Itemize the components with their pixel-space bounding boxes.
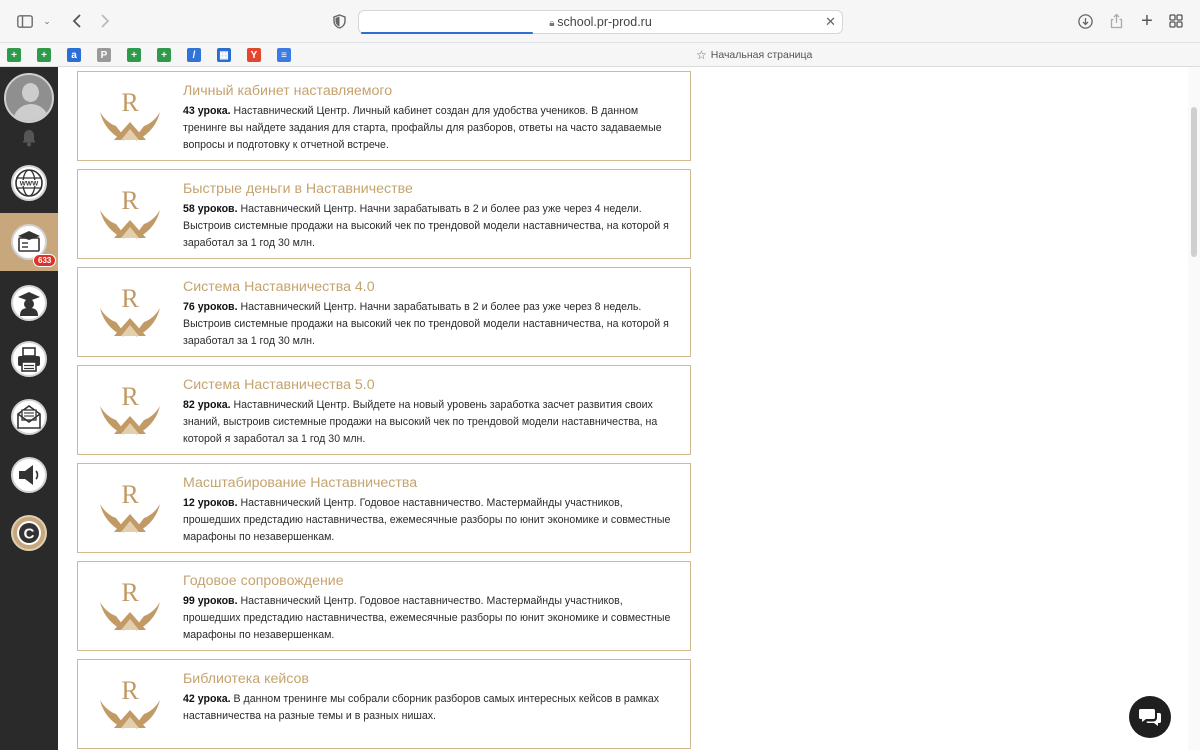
notification-count-badge: 633 <box>33 254 56 267</box>
bell-icon <box>21 129 37 147</box>
docs-favicon[interactable]: ≡ <box>277 48 291 62</box>
svg-text:R: R <box>121 186 139 215</box>
www-globe-icon <box>11 165 47 201</box>
course-description-text: Наставнический Центр. Годовое наставничество. Мастермайнды участников, прошедших предстадию наставничества, ежемесячные разборы по юнит экономике и совместные марафоны по незавершенкам. <box>183 595 671 641</box>
lesson-count: 12 уроков. <box>183 497 238 509</box>
p-favicon[interactable]: P <box>97 48 111 62</box>
avatar[interactable] <box>0 71 58 125</box>
favorites-bar <box>0 43 1200 67</box>
lock-icon: 🔒︎ <box>549 18 558 29</box>
back-icon[interactable] <box>68 10 86 32</box>
course-title[interactable]: Масштабирование Наставничества <box>183 475 418 491</box>
lesson-count: 76 уроков. <box>183 301 238 313</box>
address-bar[interactable] <box>358 10 843 34</box>
course-card[interactable] <box>77 71 691 161</box>
course-description <box>183 201 678 252</box>
y-favicon[interactable]: Y <box>247 48 261 62</box>
chevron-down-icon[interactable]: ⌄ <box>43 15 51 26</box>
sheets-favicon-3[interactable]: + <box>127 48 141 62</box>
course-card[interactable] <box>77 365 691 455</box>
course-description <box>183 593 678 644</box>
course-card[interactable] <box>77 463 691 553</box>
url-text: school.pr-prod.ru <box>557 15 652 29</box>
tab-overview-icon[interactable] <box>1167 10 1185 32</box>
sidebar-item-documents[interactable] <box>0 335 58 383</box>
svg-text:R: R <box>121 578 139 607</box>
sheets-favicon-4[interactable]: + <box>157 48 171 62</box>
course-title[interactable]: Система Наставничества 5.0 <box>183 377 375 393</box>
scrollbar-thumb[interactable] <box>1191 107 1197 257</box>
forward-icon[interactable] <box>96 10 114 32</box>
avatar-icon <box>4 73 54 123</box>
slash-favicon[interactable]: / <box>187 48 201 62</box>
sidebar-item-website[interactable] <box>0 159 58 207</box>
course-logo-icon <box>96 84 164 148</box>
copyright-icon <box>11 515 47 551</box>
share-icon[interactable] <box>1107 10 1125 32</box>
page-load-progress <box>361 32 533 34</box>
star-icon: ☆ <box>696 48 707 62</box>
course-description <box>183 691 678 725</box>
lesson-count: 82 урока. <box>183 399 231 411</box>
lesson-count: 58 уроков. <box>183 203 238 215</box>
course-title[interactable]: Личный кабинет наставляемого <box>183 83 393 99</box>
svg-text:R: R <box>121 284 139 313</box>
course-card[interactable] <box>77 659 691 749</box>
notifications-button[interactable] <box>0 127 58 149</box>
sidebar-item-announcements[interactable] <box>0 451 58 499</box>
course-title[interactable]: Годовое сопровождение <box>183 573 344 589</box>
sidebar-item-copyright[interactable] <box>0 509 58 557</box>
browser-toolbar <box>0 0 1200 43</box>
lesson-count: 43 урока. <box>183 105 231 117</box>
new-tab-icon[interactable]: + <box>1141 9 1153 32</box>
course-description-text: В данном тренинге мы собрали сборник разборов самых интересных кейсов в рамках наставничества на разные темы и в разных нишах. <box>183 693 660 722</box>
course-description <box>183 397 678 448</box>
lesson-count: 99 уроков. <box>183 595 238 607</box>
course-description-text: Наставнический Центр. Личный кабинет создан для удобства учеников. В данном тренинге вы найдете задания для старта, профайлы для разборов, ответы на часто задаваемые вопросы и подготовку к отчетной встрече. <box>183 105 662 151</box>
course-logo-icon <box>96 672 164 736</box>
course-description <box>183 495 678 546</box>
home-page-label: Начальная страница <box>710 49 813 61</box>
course-card[interactable] <box>77 267 691 357</box>
course-logo-icon <box>96 574 164 638</box>
course-description-text: Наставнический Центр. Начни зарабатывать в 2 и более раз уже через 8 недель. Выстроив системные продажи на высокий чек по трендовой модели наставничества, на которой я заработал за 1 год 30 млн. <box>183 301 669 347</box>
sheets-favicon[interactable]: + <box>7 48 21 62</box>
printer-icon <box>11 341 47 377</box>
sidebar-item-trainings[interactable] <box>0 213 58 271</box>
home-page-favorite[interactable] <box>696 48 812 62</box>
svg-text:R: R <box>121 88 139 117</box>
course-logo-icon <box>96 378 164 442</box>
sheets-favicon-2[interactable]: + <box>37 48 51 62</box>
privacy-shield-icon[interactable] <box>330 10 348 32</box>
course-card[interactable] <box>77 169 691 259</box>
speaker-icon <box>11 457 47 493</box>
close-icon[interactable]: ✕ <box>825 14 836 29</box>
download-icon[interactable] <box>1076 10 1094 32</box>
page-scrollbar[interactable] <box>1188 67 1200 750</box>
course-logo-icon <box>96 182 164 246</box>
course-description-text: Наставнический Центр. Начни зарабатывать в 2 и более раз уже через 4 недели. Выстроив системные продажи на высокий чек по трендовой модели наставничества, на которой я заработал за 1 год 30 млн. <box>183 203 669 249</box>
course-description <box>183 103 678 154</box>
lesson-count: 42 урока. <box>183 693 231 705</box>
trello-favicon[interactable]: ▦ <box>217 48 231 62</box>
course-logo-icon <box>96 280 164 344</box>
course-logo-icon <box>96 476 164 540</box>
svg-text:C: C <box>23 525 35 543</box>
course-title[interactable]: Система Наставничества 4.0 <box>183 279 375 295</box>
student-icon <box>11 285 47 321</box>
chat-bubble-icon <box>1138 707 1162 727</box>
course-title[interactable]: Библиотека кейсов <box>183 671 309 687</box>
training-list <box>58 67 1186 750</box>
course-title[interactable]: Быстрые деньги в Наставничестве <box>183 181 413 197</box>
course-description <box>183 299 678 350</box>
app-sidebar <box>0 67 58 750</box>
sidebar-toggle-icon[interactable] <box>14 10 36 32</box>
svg-text:R: R <box>121 676 139 705</box>
amazon-favicon[interactable]: a <box>67 48 81 62</box>
course-description-text: Наставнический Центр. Выйдете на новый уровень заработка засчет развития своих знаний, выстроив системные продажи на высокий чек по трендовой модели наставничества, на которой я заработал за 1 год 30 млн. <box>183 399 658 445</box>
svg-text:R: R <box>121 480 139 509</box>
sidebar-item-messages[interactable] <box>0 393 58 441</box>
svg-text:R: R <box>121 382 139 411</box>
chat-button[interactable] <box>1129 696 1171 738</box>
course-description-text: Наставнический Центр. Годовое наставничество. Мастермайнды участников, прошедших предстадию наставничества, ежемесячные разборы по юнит экономике и совместные марафоны по незавершенкам. <box>183 497 671 543</box>
course-card[interactable] <box>77 561 691 651</box>
mail-icon <box>11 399 47 435</box>
sidebar-item-students[interactable] <box>0 279 58 327</box>
svg-text:WWW: WWW <box>19 180 39 188</box>
